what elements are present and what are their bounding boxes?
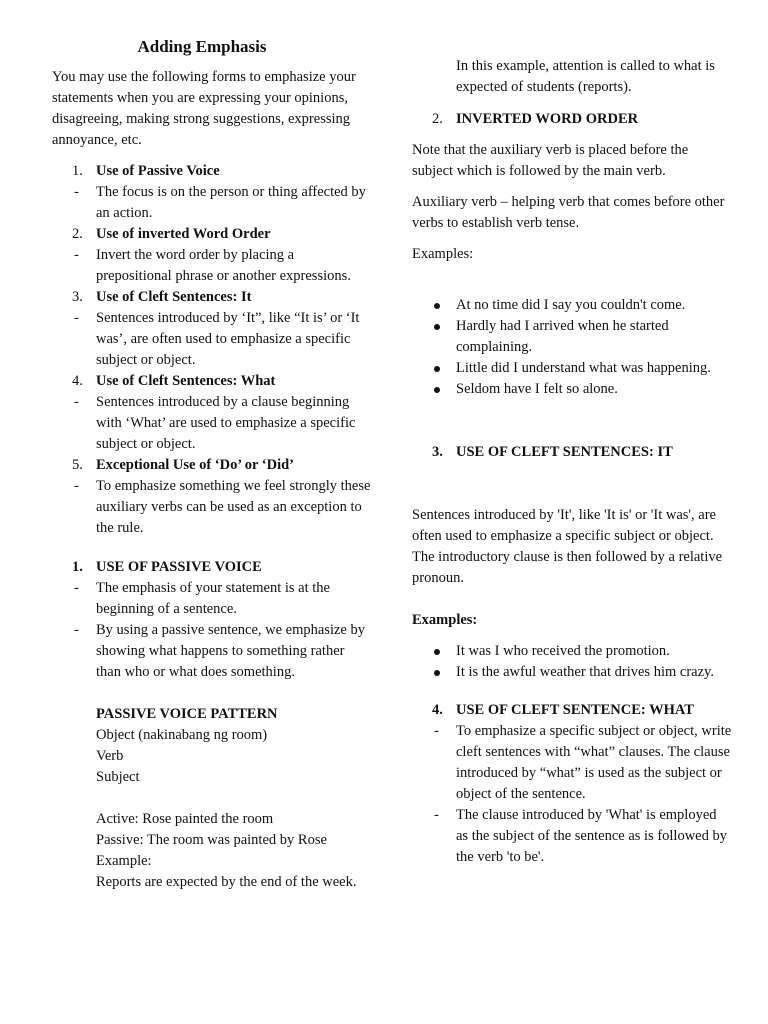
section-heading-inverted: 2. INVERTED WORD ORDER [432, 111, 639, 127]
list-item: Seldom have I felt so alone. [412, 379, 732, 400]
list-item: Little did I understand what was happening. [412, 358, 732, 379]
list-item-desc: - Sentences introduced by ‘It”, like “It is’ or ‘It was’, are often used to emphasize a specific subject or object. [74, 310, 360, 368]
form-heading: Use of Cleft Sentences: What [96, 373, 276, 389]
forms-list [52, 161, 372, 539]
list-item-desc: - Invert the word order by placing a prepositional phrase or another expressions. [74, 247, 351, 284]
cleft-it-examples [412, 641, 732, 683]
form-heading: Use of Passive Voice [96, 163, 220, 179]
passive-example: Passive: The room was painted by Rose [96, 832, 327, 848]
example-sentence: Reports are expected by the end of the week. [96, 874, 357, 890]
bullet-icon [412, 641, 456, 662]
section-heading-passive: 1. USE OF PASSIVE VOICE [72, 559, 262, 575]
form-heading: Use of Cleft Sentences: It [96, 289, 252, 305]
list-item-desc: - The focus is on the person or thing affected by an action. [74, 184, 366, 221]
form-heading: Exceptional Use of ‘Do’ or ‘Did’ [96, 457, 295, 473]
passive-pattern: PASSIVE VOICE PATTERN Object (nakinabang ng room) Verb Subject Active: Rose painted the room Passive: The room was painted by Rose Example: Reports are expected by the end of the week. [52, 704, 372, 893]
list-item: 5. Exceptional Use of ‘Do’ or ‘Did’ [52, 455, 372, 476]
bullet-icon [412, 662, 456, 683]
list-item: It is the awful weather that drives him crazy. [412, 662, 732, 683]
page-title: Adding Emphasis [137, 37, 267, 56]
list-item-desc: - Sentences introduced by a clause beginning with ‘What’ are used to emphasize a specific subject or object. [74, 394, 356, 452]
bullet-icon [412, 316, 456, 358]
list-item: Hardly had I arrived when he started complaining. [412, 316, 732, 358]
inverted-paragraph: Note that the auxiliary verb is placed before the subject which is followed by the main verb. [412, 142, 689, 179]
bullet-icon [412, 295, 456, 316]
list-item: 4. Use of Cleft Sentences: What [52, 371, 372, 392]
list-item: It was I who received the promotion. [412, 641, 732, 662]
pattern-heading: PASSIVE VOICE PATTERN [96, 706, 278, 722]
form-heading: Use of inverted Word Order [96, 226, 271, 242]
list-item-desc: - The clause introduced by 'What' is employed as the subject of the sentence as is followed by the verb 'to be'. [434, 807, 727, 865]
cleft-it-paragraph: Sentences introduced by 'It', like 'It is' or 'It was', are often used to emphasize a specific subject or object. The introductory clause is then followed by a relative pronoun. [412, 507, 723, 586]
intro-paragraph: You may use the following forms to emphasize your statements when you are expressing your opinions, disagreeing, making strong suggestions, expressing annoyance, etc. [52, 69, 356, 148]
list-item-desc: - To emphasize something we feel strongly these auxiliary verbs can be used as an exception to the rule. [74, 478, 371, 536]
example-label: Example: [96, 853, 152, 869]
list-item: At no time did I say you couldn't come. [412, 295, 732, 316]
bullet-icon [412, 358, 456, 379]
left-column [52, 36, 372, 893]
inverted-examples [412, 295, 732, 400]
active-example: Active: Rose painted the room [96, 811, 274, 827]
list-item-desc: - To emphasize a specific subject or object, write cleft sentences with “what” clauses. The clause introduced by “what” is used as the subject or object of the sentence. [434, 723, 732, 802]
auxiliary-definition: Auxiliary verb – helping verb that comes before other verbs to establish verb tense. [412, 194, 725, 231]
list-item-desc: - By using a passive sentence, we emphasize by showing what happens to something rather than who or what does something. [74, 622, 365, 680]
list-item: 3. Use of Cleft Sentences: It [52, 287, 372, 308]
list-item: 1. Use of Passive Voice [52, 161, 372, 182]
passive-note: In this example, attention is called to what is expected of students (reports). [456, 58, 715, 95]
right-column [412, 56, 732, 868]
bullet-icon [412, 379, 456, 400]
examples-label: Examples: [412, 612, 478, 628]
list-item-desc: - The emphasis of your statement is at the beginning of a sentence. [74, 580, 330, 617]
list-item: 2. Use of inverted Word Order [52, 224, 372, 245]
section-heading-cleft-what: 4. USE OF CLEFT SENTENCE: WHAT [432, 702, 694, 718]
examples-label: Examples: [412, 246, 474, 262]
section-heading-cleft-it: 3. USE OF CLEFT SENTENCES: IT [432, 444, 673, 460]
